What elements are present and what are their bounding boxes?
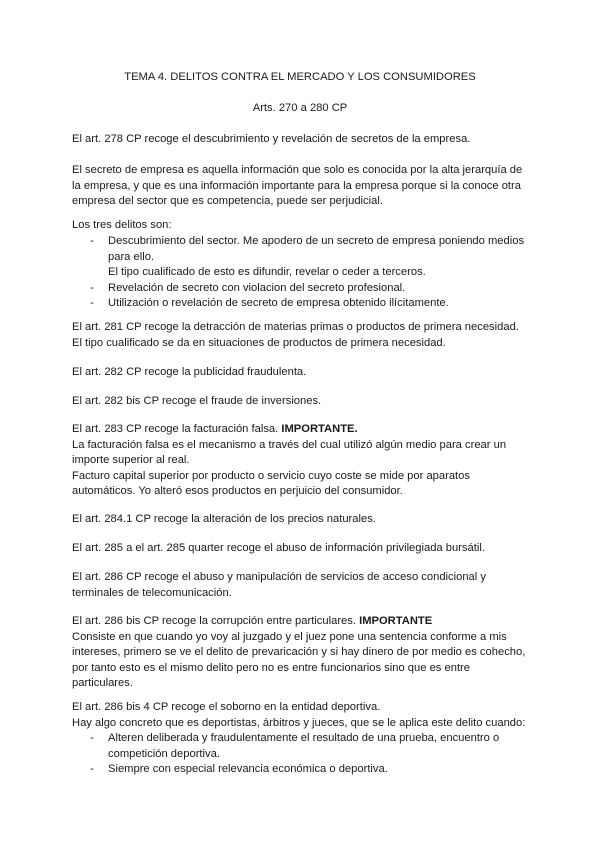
bullet-marker: -	[90, 297, 94, 309]
text-line: El art. 281 CP recoge la detracción de materias primas o productos de primera necesidad.	[72, 321, 519, 333]
text-line: El secreto de empresa es aquella información que solo es conocida por la alta jerarquía de	[72, 164, 523, 176]
paragraph-secreto-empresa	[72, 163, 534, 210]
text-line: La facturación falsa es el mecanismo a través del cual utilizó algún medio para crear un	[72, 438, 507, 451]
text-line: Utilización o revelación de secreto de empresa obtenido ilícitamente.	[108, 297, 449, 309]
text-line: El tipo cualificado se da en situaciones de productos de primera necesidad.	[72, 336, 446, 349]
text-line: importe superior al real.	[72, 454, 190, 466]
text-line: Consiste en que cuando yo voy al juzgado y el juez pone una sentencia conforme a mis	[72, 630, 507, 643]
text-line: Facturo capital superior por producto o servicio cuyo coste se mide por aparatos	[72, 469, 470, 482]
text-line: El art. 286 CP recoge el abuso y manipulación de servicios de acceso condicional y	[72, 571, 486, 583]
paragraph-art-286-bis-4	[72, 700, 534, 731]
bullet-marker: -	[90, 281, 94, 294]
important-label: IMPORTANTE.	[281, 423, 358, 435]
paragraph-art-282-bis: El art. 282 bis CP recoge el fraude de inversiones.	[72, 395, 322, 407]
paragraph-art-281	[72, 320, 534, 351]
text-line: para ello.	[108, 250, 155, 263]
paragraph-art-286-bis	[72, 614, 534, 692]
paragraph-art-284: El art. 284.1 CP recoge la alteración de los precios naturales.	[72, 513, 376, 525]
text-line: por tanto esto es el mismo delito pero no es entre funcionarios sino que es entre	[72, 661, 471, 674]
paragraph-art-286	[72, 570, 534, 601]
important-label: IMPORTANTE	[359, 615, 433, 627]
text-line: El art. 286 bis 4 CP recoge el soborno en la entidad deportiva.	[72, 701, 381, 713]
list-tres-delitos	[90, 234, 530, 312]
text-line: Descubrimiento del sector. Me apodero de un secreto de empresa poniendo medios	[108, 235, 525, 247]
paragraph-art-283	[72, 422, 534, 500]
text-line: automáticos. Yo alteró esos productos en perjuicio del consumidor.	[72, 485, 403, 497]
text-line	[72, 614, 534, 630]
list-soborno-deportivo	[90, 731, 530, 778]
text-line: empresa del sector que es competencia, puede ser perjudicial.	[72, 195, 383, 207]
text-line: Hay algo concreto que es deportistas, árbitros y jueces, que se le aplica este delito cuando:	[72, 716, 526, 729]
text-line	[72, 422, 534, 438]
paragraph-art-285: El art. 285 a el art. 285 quarter recoge el abuso de información privilegiada bursátil.	[72, 542, 485, 554]
text-line: la empresa, y que es una información importante para la empresa porque si la conoce otra	[72, 179, 521, 192]
list-item	[90, 281, 530, 297]
text-line: competición deportiva.	[108, 747, 220, 760]
text-line: Revelación de secreto con violacion del secreto profesional.	[108, 281, 406, 294]
document-subtitle: Arts. 270 a 280 CP	[252, 102, 348, 114]
bullet-marker: -	[90, 763, 94, 775]
paragraph-art-278: El art. 278 CP recoge el descubrimiento y revelación de secretos de la empresa.	[72, 133, 471, 145]
text-line: El tipo cualificado de esto es difundir, revelar o ceder a terceros.	[108, 266, 426, 278]
text-line: terminales de telecomunicación.	[72, 586, 232, 599]
list-item	[90, 731, 530, 762]
list-item	[90, 234, 530, 281]
list-item	[90, 762, 530, 778]
text-line: particulares.	[72, 677, 133, 689]
list-item	[90, 296, 530, 312]
text-line: Alteren deliberada y fraudulentamente el resultado de una prueba, encuentro o	[108, 732, 500, 744]
bullet-marker: -	[90, 732, 94, 744]
text-line: Siempre con especial relevancia económica o deportiva.	[108, 763, 388, 775]
paragraph-art-282: El art. 282 CP recoge la publicidad fraudulenta.	[72, 366, 307, 378]
document-title: TEMA 4. DELITOS CONTRA EL MERCADO Y LOS CONSUMIDORES	[124, 71, 476, 83]
text-lead: El art. 286 bis CP recoge la corrupción entre particulares.	[72, 615, 360, 627]
paragraph-tres-delitos-intro: Los tres delitos son:	[72, 219, 172, 231]
bullet-marker: -	[90, 235, 94, 247]
text-lead: El art. 283 CP recoge la facturación falsa.	[72, 423, 282, 435]
text-line: intereses, primero se ve el delito de prevaricación y si hay dinero de por medio es cohecho,	[72, 646, 526, 658]
